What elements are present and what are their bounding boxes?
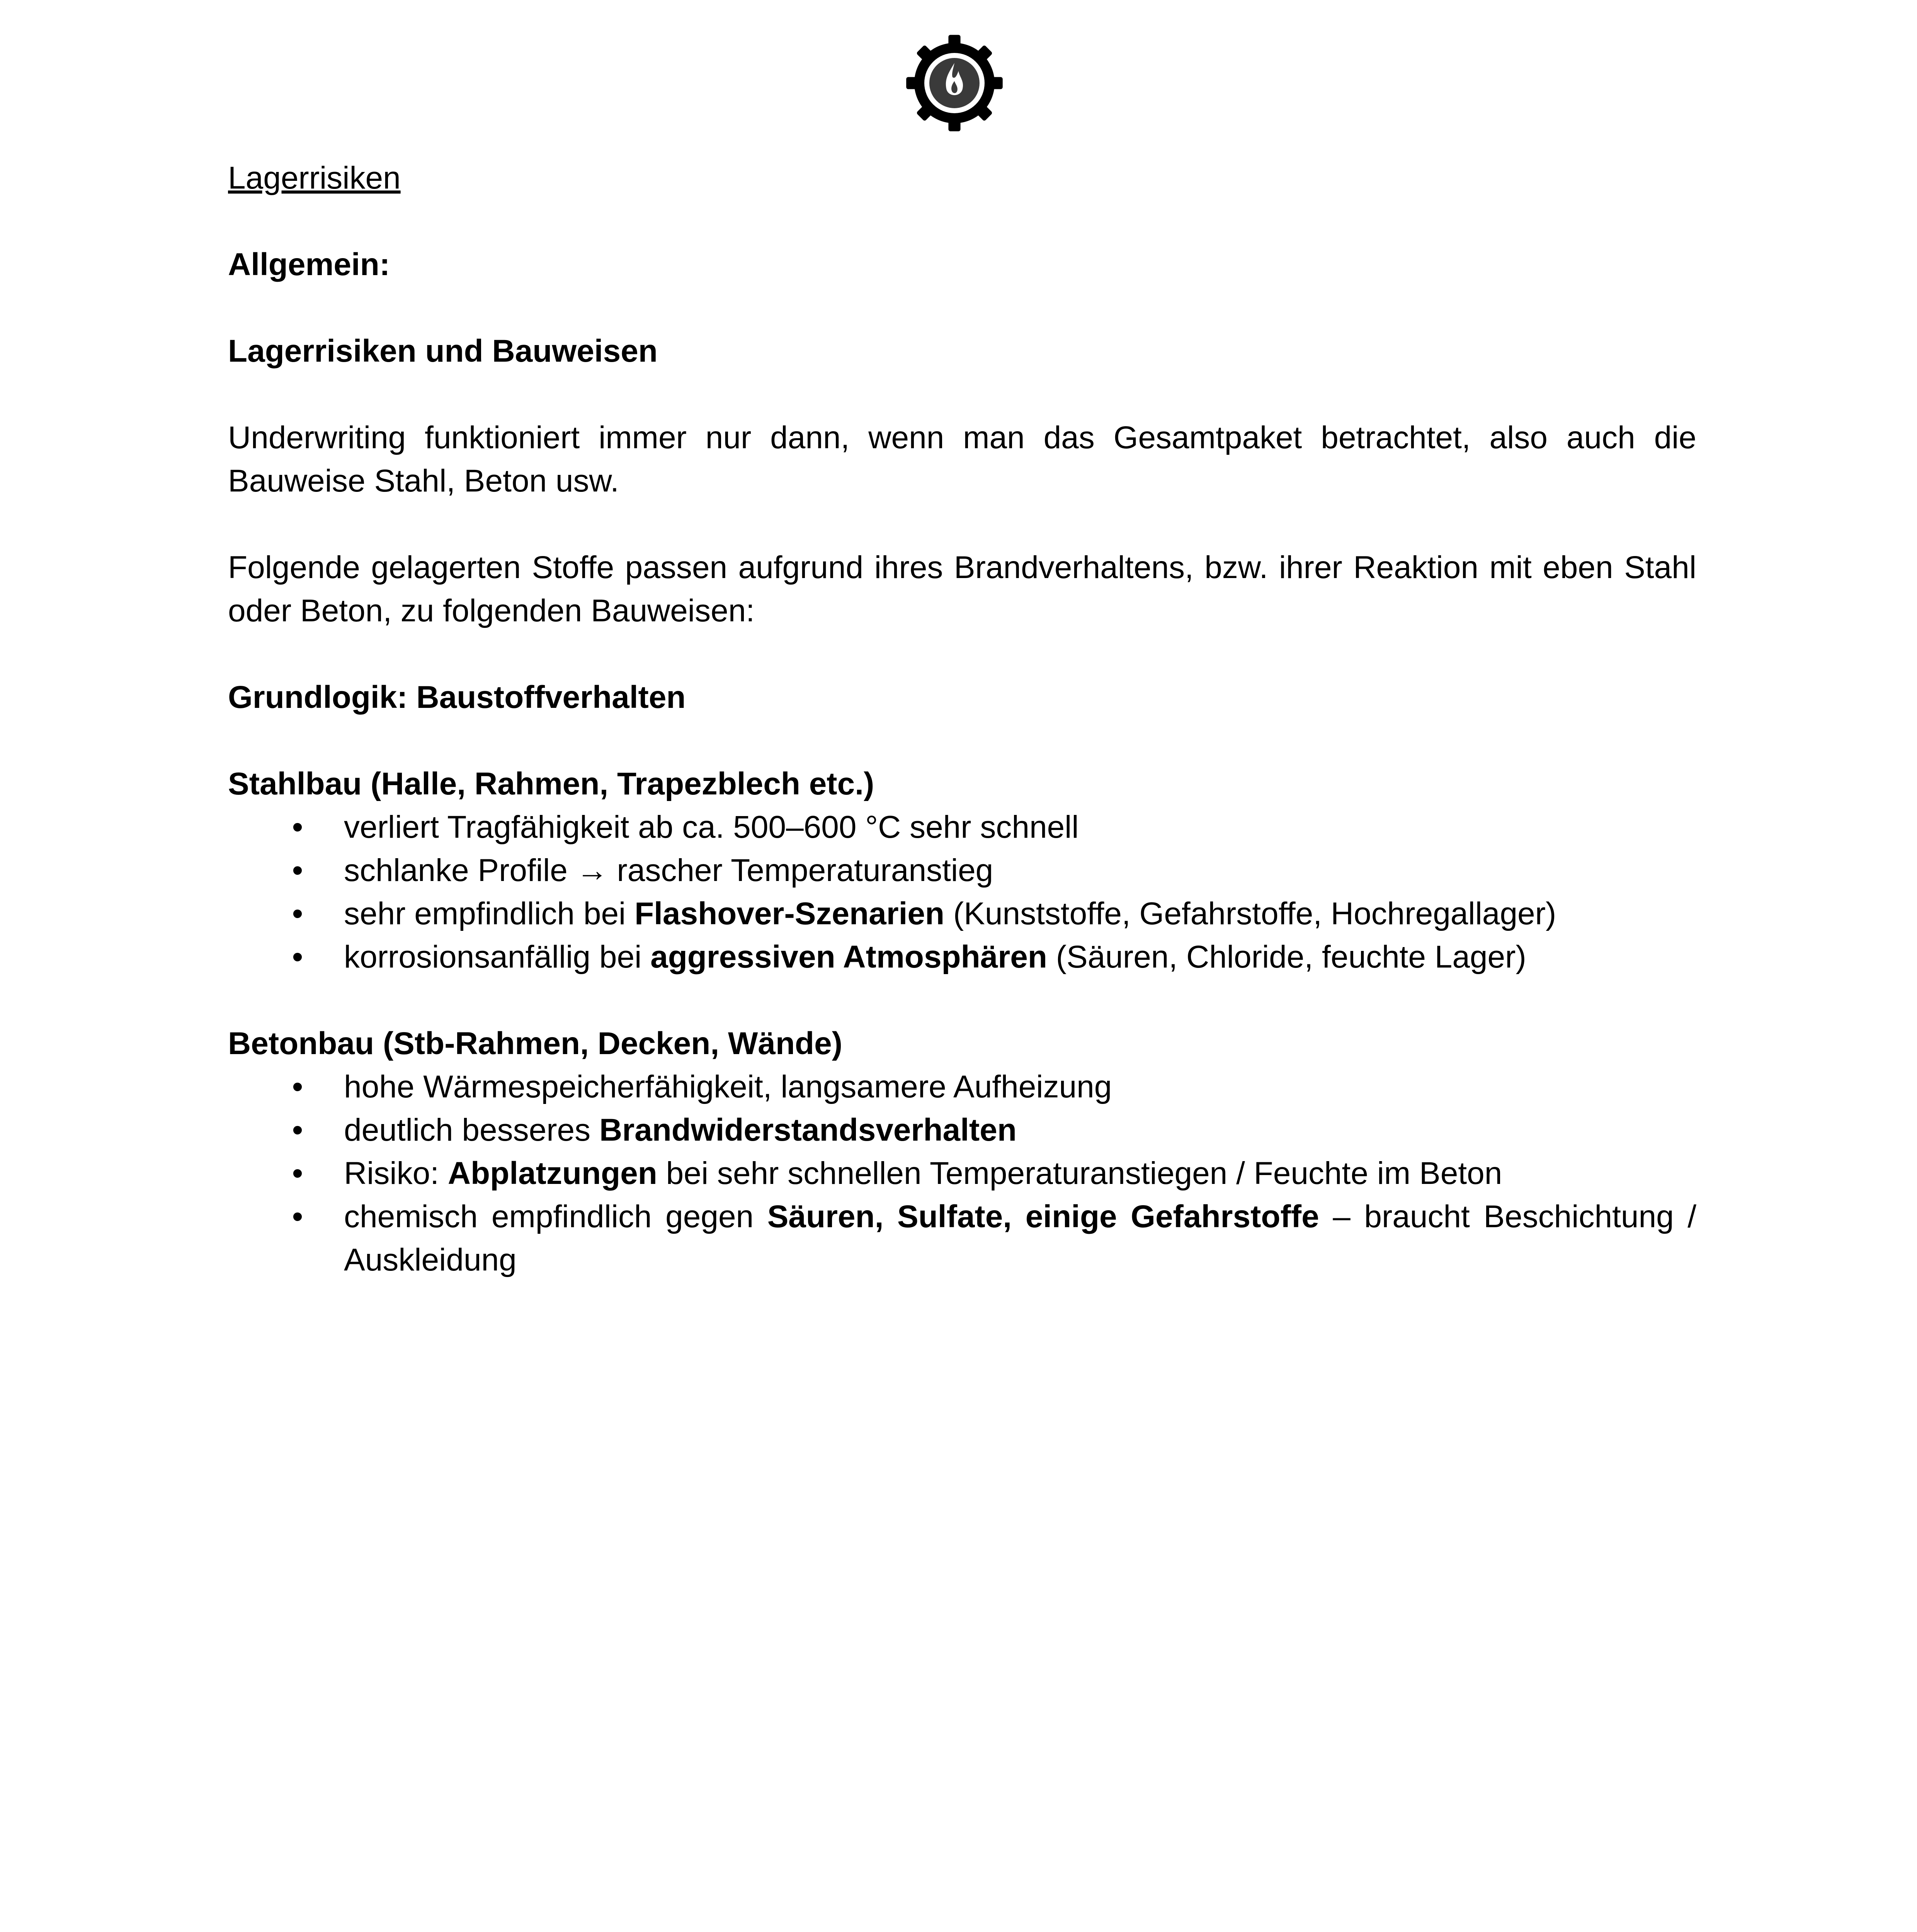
- list-item-text: (Kunststoffe, Gefahrstoffe, Hochregallager): [944, 896, 1556, 931]
- bullet-icon: •: [292, 939, 303, 975]
- bullet-icon: •: [292, 1156, 303, 1191]
- list-item-text: korrosionsanfällig bei: [344, 939, 651, 975]
- bullet-icon: •: [292, 1112, 303, 1148]
- document-body: [228, 156, 1696, 1282]
- list-item: [228, 935, 1696, 979]
- paragraph-materials: Folgende gelagerten Stoffe passen aufgrund ihres Brandverhaltens, bzw. ihrer Reaktion mit eben Stahl oder Beton, zu folgenden Bauweisen:: [228, 550, 1696, 628]
- heading-construction: Lagerrisiken und Bauweisen: [228, 333, 658, 369]
- bullet-icon: •: [292, 896, 303, 931]
- concrete-list: [228, 1065, 1696, 1282]
- list-item-text: deutlich besseres: [344, 1112, 599, 1148]
- bullet-icon: •: [292, 1069, 303, 1104]
- list-item: [228, 849, 1696, 892]
- bullet-icon: •: [292, 810, 303, 845]
- list-item-text: – braucht Beschichtung / Auskleidung: [344, 1199, 1696, 1277]
- list-item-text: bei sehr schnellen Temperaturanstiegen / Feuchte im Beton: [657, 1156, 1502, 1191]
- list-item: [228, 1109, 1696, 1152]
- concrete-heading: Betonbau (Stb-Rahmen, Decken, Wände): [228, 1026, 843, 1061]
- list-item: [228, 1195, 1696, 1282]
- list-item-text: hohe Wärmespeicherfähigkeit, langsamere Aufheizung: [344, 1069, 1112, 1104]
- gear-flame-logo-icon: [904, 33, 1005, 133]
- section-title: Lagerrisiken: [228, 160, 401, 196]
- steel-list: [228, 806, 1696, 979]
- list-item-emphasis: aggressiven Atmosphären: [650, 939, 1047, 975]
- list-item-text: schlanke Profile → rascher Temperaturanstieg: [344, 853, 993, 888]
- list-item-emphasis: Abplatzungen: [447, 1156, 657, 1191]
- heading-general: Allgemein:: [228, 247, 390, 282]
- bullet-icon: •: [292, 853, 303, 888]
- list-item-text: sehr empfindlich bei: [344, 896, 635, 931]
- steel-heading: Stahlbau (Halle, Rahmen, Trapezblech etc.): [228, 766, 874, 801]
- list-item: [228, 892, 1696, 935]
- list-item-emphasis: Brandwiderstandsverhalten: [599, 1112, 1017, 1148]
- list-item: [228, 1152, 1696, 1195]
- bullet-icon: •: [292, 1199, 303, 1234]
- list-item-emphasis: Säuren, Sulfate, einige Gefahrstoffe: [767, 1199, 1319, 1234]
- list-item: [228, 1065, 1696, 1109]
- list-item-text: (Säuren, Chloride, feuchte Lager): [1047, 939, 1526, 975]
- list-item: [228, 806, 1696, 849]
- list-item-text: Risiko:: [344, 1156, 448, 1191]
- paragraph-underwriting: Underwriting funktioniert immer nur dann, wenn man das Gesamtpaket betrachtet, also auch die Bauweise Stahl, Beton usw.: [228, 420, 1696, 498]
- list-item-emphasis: Flashover-Szenarien: [634, 896, 945, 931]
- list-item-text: chemisch empfindlich gegen: [344, 1199, 767, 1234]
- list-item-text: verliert Tragfähigkeit ab ca. 500–600 °C sehr schnell: [344, 810, 1079, 845]
- heading-logic: Grundlogik: Baustoffverhalten: [228, 680, 686, 715]
